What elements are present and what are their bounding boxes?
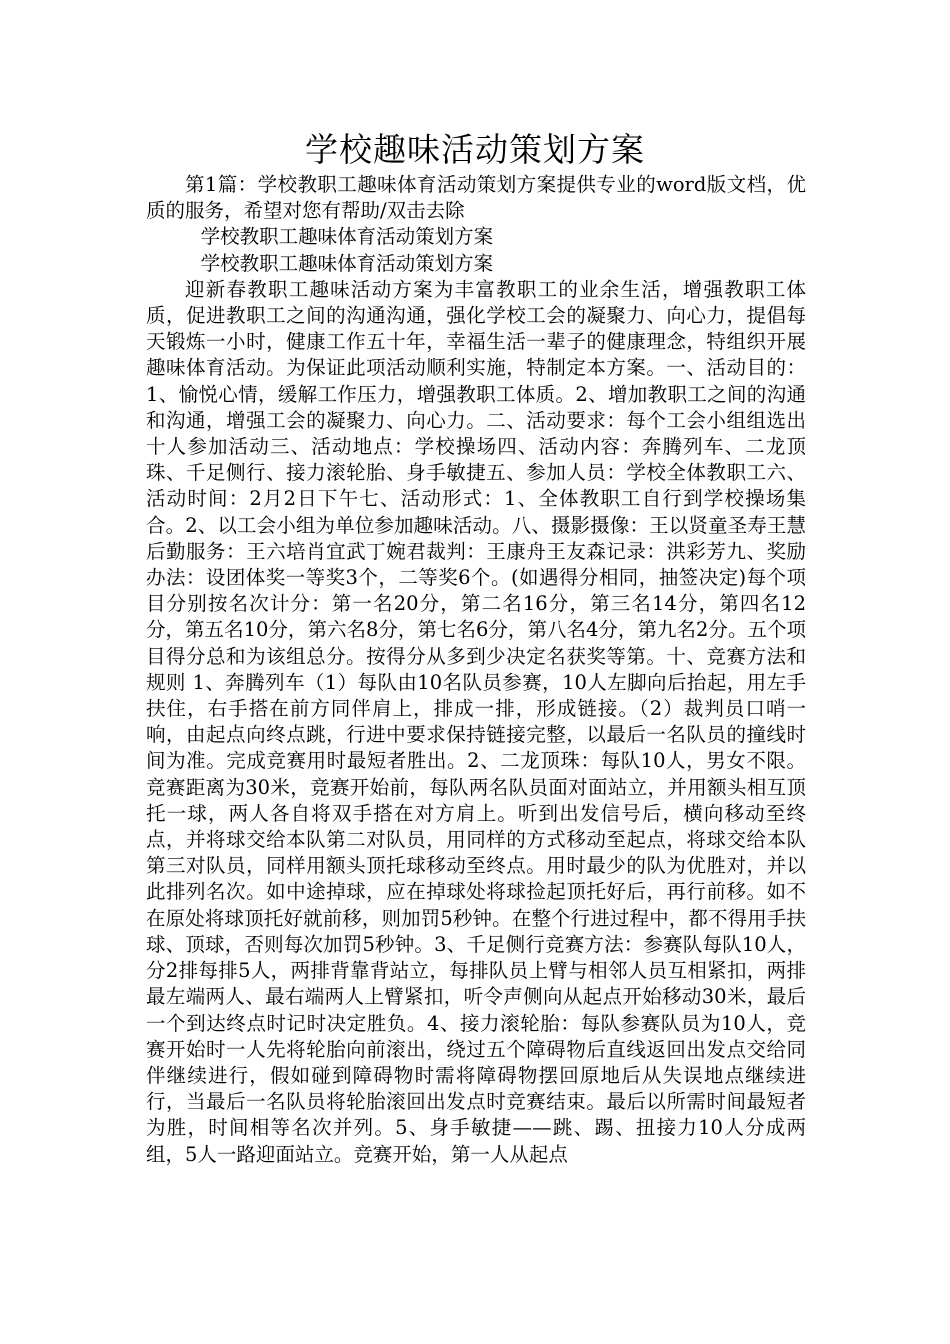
subtitle-line: 学校教职工趣味体育活动策划方案	[200, 225, 494, 249]
subtitle-line: 学校教职工趣味体育活动策划方案	[200, 251, 494, 275]
document-body	[146, 172, 806, 1168]
intro-paragraph: 第1篇：学校教职工趣味体育活动策划方案提供专业的word版文档，优质的服务，希望对您有帮助/双击去除	[146, 173, 806, 223]
main-paragraph: 迎新春教职工趣味活动方案为丰富教职工的业余生活，增强教职工体质，促进教职工之间的沟通沟通，强化学校工会的凝聚力、向心力，提倡每天锻炼一小时，健康工作五十年，幸福生活一辈子的健康理念，特组织开展趣味体育活动。为保证此项活动顺利实施，特制定本方案。一、活动目的：1、愉悦心情，缓解工作压力，增强教职工体质。2、增加教职工之间的沟通和沟通，增强工会的凝聚力、向心力。二、活动要求：每个工会小组组选出十人参加活动三、活动地点：学校操场四、活动内容：奔腾列车、二龙顶珠、千足侧行、接力滚轮胎、身手敏捷五、参加人员：学校全体教职工六、活动时间：2月2日下午七、活动形式：1、全体教职工自行到学校操场集合。2、以工会小组为单位参加趣味活动。八、摄影摄像：王以贤童圣寿王慧后勤服务：王六培肖宜武丁婉君裁判：王康舟王友森记录：洪彩芳九、奖励办法：设团体奖一等奖3个，二等奖6个。(如遇得分相同，抽签决定)每个项目分别按名次计分：第一名20分，第二名16分，第三名14分，第四名12分，第五名10分，第六名8分，第七名6分，第八名4分，第九名2分。五个项目得分总和为该组总分。按得分从多到少决定名获奖等第。十、竞赛方法和规则 1、奔腾列车（1）每队由10名队员参赛，10人左脚向后抬起，用左手扶住，右手搭在前方同伴肩上，排成一排，形成链接。（2）裁判员口哨一响，由起点向终点跳，行进中要求保持链接完整，以最后一名队员的撞线时间为准。完成竞赛用时最短者胜出。2、二龙顶珠：每队10人，男女不限。竞赛距离为30米，竞赛开始前，每队两名队员面对面站立，并用额头相互顶托一球，两人各自将双手搭在对方肩上。听到出发信号后，横向移动至终点，并将球交给本队第二对队员，用同样的方式移动至起点，将球交给本队第三对队员，同样用额头顶托球移动至终点。用时最少的队为优胜对，并以此排列名次。如中途掉球，应在掉球处将球捡起顶托好后，再行前移。如不在原处将球顶托好就前移，则加罚5秒钟。在整个行进过程中，都不得用手扶球、顶球，否则每次加罚5秒钟。3、千足侧行竞赛方法：参赛队每队10人，分2排每排5人，两排背靠背站立，每排队员上臂与相邻人员互相紧扣，两排最左端两人、最右端两人上臂紧扣，听令声侧向从起点开始移动30米，最后一个到达终点时记时决定胜负。4、接力滚轮胎：每队参赛队员为10人，竞赛开始时一人先将轮胎向前滚出，绕过五个障碍物后直线返回出发点交给同伴继续进行，假如碰到障碍物时需将障碍物摆回原地后从失误地点继续进行，当最后一名队员将轮胎滚回出发点时竞赛结束。最后以所需时间最短者为胜，时间相等名次并列。5、身手敏捷——跳、踢、扭接力10人分成两组，5人一路迎面站立。竞赛开始，第一人从起点	[146, 277, 806, 1166]
document-title: 学校趣味活动策划方案	[305, 130, 645, 169]
